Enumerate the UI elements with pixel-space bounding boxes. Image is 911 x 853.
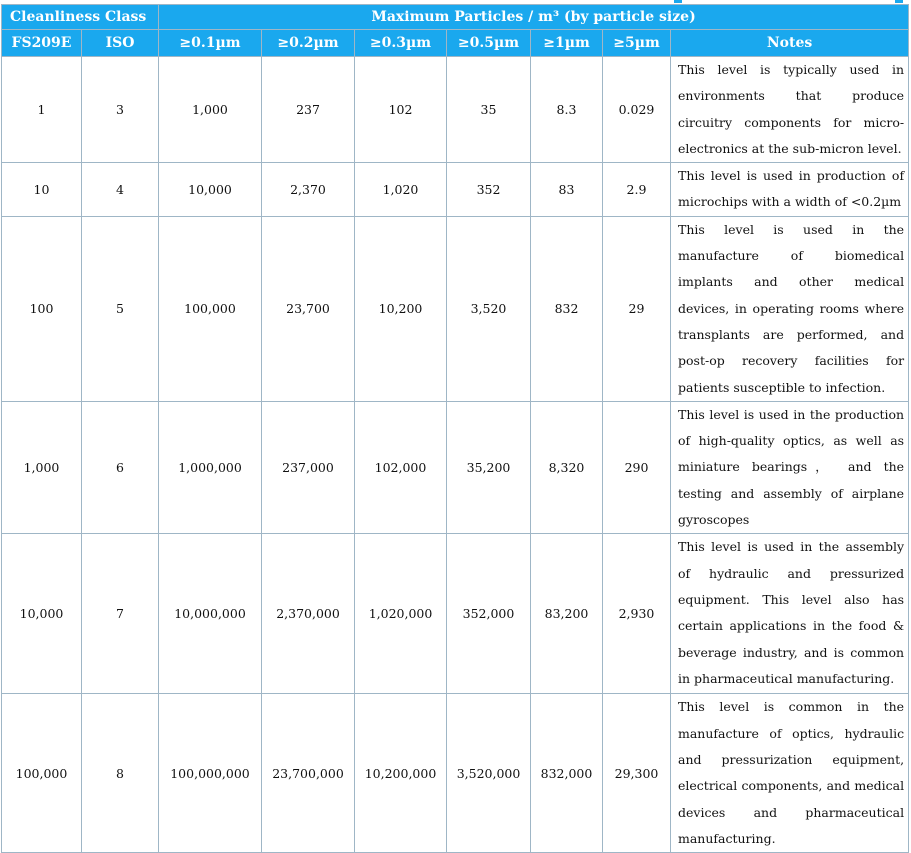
particles-0-1um-cell: 100,000,000 [159,694,262,853]
particles-0-1um-cell: 10,000,000 [159,534,262,694]
particles-5um-cell: 2,930 [603,534,671,694]
particles-0-2um-cell: 2,370,000 [262,534,355,694]
fs209e-cell: 10,000 [2,534,82,694]
particles-0-5um-cell: 3,520 [447,216,531,401]
resize-handle-left [674,0,682,3]
particles-0-5um-cell: 352,000 [447,534,531,694]
particles-5um-cell: 29,300 [603,694,671,853]
particles-5um-cell: 2.9 [603,163,671,217]
particles-0-1um-cell: 100,000 [159,216,262,401]
resize-handle-right [895,0,903,3]
particles-5um-cell: 0.029 [603,57,671,163]
table-row [2,534,909,694]
fs209e-cell: 10 [2,163,82,217]
iso-cell: 3 [82,57,159,163]
particles-5um-cell: 29 [603,216,671,401]
particles-0-5um-cell: 35 [447,57,531,163]
particles-0-1um-cell: 10,000 [159,163,262,217]
iso-cell: 6 [82,401,159,533]
particles-0-3um-cell: 10,200,000 [355,694,447,853]
iso-cell: 8 [82,694,159,853]
table-row [2,216,909,401]
particles-1um-cell: 832 [531,216,603,401]
particles-0-5um-cell: 352 [447,163,531,217]
col-header-0-2um: ≥0.2µm [262,30,355,57]
table-row [2,57,909,163]
table-row [2,163,909,217]
col-header-notes: Notes [671,30,909,57]
particles-0-3um-cell: 102 [355,57,447,163]
cleanliness-class-header: Cleanliness Class [2,5,159,30]
particles-1um-cell: 83,200 [531,534,603,694]
particles-0-5um-cell: 3,520,000 [447,694,531,853]
table-row [2,694,909,853]
col-header-0-5um: ≥0.5µm [447,30,531,57]
col-header-1um: ≥1µm [531,30,603,57]
particles-0-3um-cell: 1,020 [355,163,447,217]
fs209e-cell: 100,000 [2,694,82,853]
cleanliness-class-table [1,4,909,853]
col-header-fs209e: FS209E [2,30,82,57]
particles-0-1um-cell: 1,000,000 [159,401,262,533]
notes-cell: This level is typically used in environments that produce circuitry components for micro-electronics at the sub-micron level. [671,57,909,163]
col-header-iso: ISO [82,30,159,57]
fs209e-cell: 1,000 [2,401,82,533]
fs209e-cell: 100 [2,216,82,401]
particles-1um-cell: 83 [531,163,603,217]
table-row [2,401,909,533]
col-header-0-3um: ≥0.3µm [355,30,447,57]
notes-cell: This level is used in the manufacture of biomedical implants and other medical devices, in operating rooms where transplants are performed, and post-op recovery facilities for patients susceptible to infection. [671,216,909,401]
particles-0-2um-cell: 237 [262,57,355,163]
particles-0-5um-cell: 35,200 [447,401,531,533]
particles-0-3um-cell: 1,020,000 [355,534,447,694]
particles-0-2um-cell: 23,700,000 [262,694,355,853]
iso-cell: 4 [82,163,159,217]
col-header-0-1um: ≥0.1µm [159,30,262,57]
notes-cell: This level is used in the assembly of hydraulic and pressurized equipment. This level also has certain applications in the food & beverage industry, and is common in pharmaceutical manufacturing. [671,534,909,694]
particles-0-3um-cell: 102,000 [355,401,447,533]
col-header-5um: ≥5µm [603,30,671,57]
particles-0-3um-cell: 10,200 [355,216,447,401]
particles-5um-cell: 290 [603,401,671,533]
particles-0-2um-cell: 23,700 [262,216,355,401]
particles-1um-cell: 8.3 [531,57,603,163]
max-particles-header: Maximum Particles / m³ (by particle size) [159,5,909,30]
notes-cell: This level is used in the production of high-quality optics, as well as miniature bearings， and the testing and assembly of airplane gyroscopes [671,401,909,533]
particles-0-1um-cell: 1,000 [159,57,262,163]
particles-1um-cell: 832,000 [531,694,603,853]
notes-cell: This level is used in production of microchips with a width of <0.2µm [671,163,909,217]
notes-cell: This level is common in the manufacture of optics, hydraulic and pressurization equipment, electrical components, and medical devices and pharmaceutical manufacturing. [671,694,909,853]
iso-cell: 7 [82,534,159,694]
particles-0-2um-cell: 2,370 [262,163,355,217]
particles-1um-cell: 8,320 [531,401,603,533]
fs209e-cell: 1 [2,57,82,163]
iso-cell: 5 [82,216,159,401]
particles-0-2um-cell: 237,000 [262,401,355,533]
